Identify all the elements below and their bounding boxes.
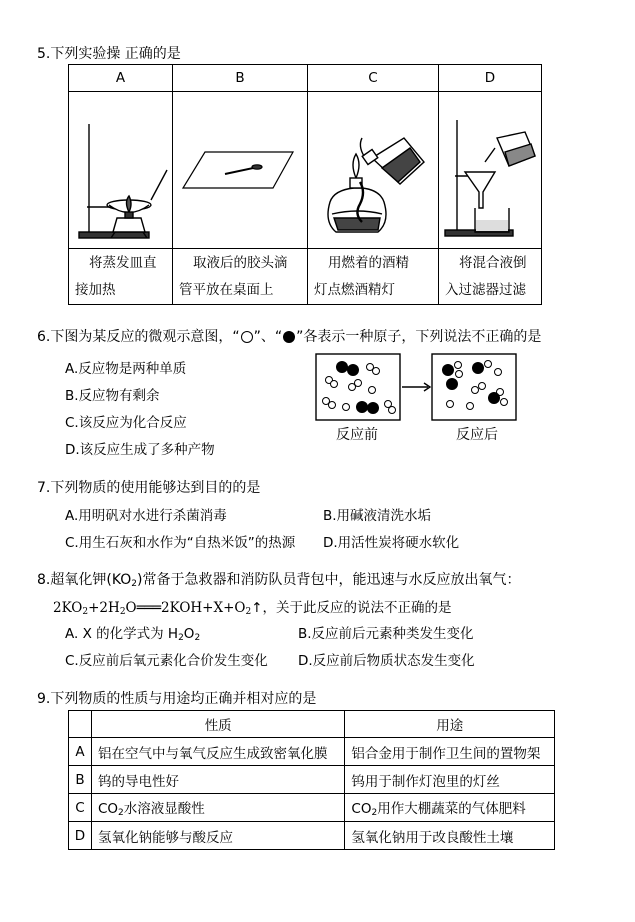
before-label: 反应前 (336, 427, 378, 443)
q9-header-use: 用途 (345, 711, 555, 738)
dropper-on-table-illustration (173, 92, 307, 244)
after-molecules (442, 361, 508, 410)
table-row (69, 794, 555, 822)
q9-row-key: A (69, 738, 92, 766)
before-molecules (323, 361, 396, 414)
q7-option-c: C.用生石灰和水作为“自热米饭”的热源 (65, 535, 296, 551)
q7-option-b: B.用碱液清洗水垢 (323, 508, 432, 524)
q7-option-d: D.用活性炭将硬水软化 (323, 535, 460, 551)
q5-image-d-cell (439, 92, 542, 249)
q6-option-a: A.反应物是两种单质 (65, 361, 187, 377)
q5-header-b: B (173, 65, 308, 92)
q9-table (68, 710, 555, 850)
q9-row-prop: 钨的导电性好 (91, 766, 344, 794)
q5-image-c-cell (308, 92, 439, 249)
white-atom-icon (241, 331, 253, 343)
q9-row-prop: 铝在空气中与氧气反应生成致密氧化膜 (91, 738, 344, 766)
q8-option-c: C.反应前后氧元素化合价发生变化 (65, 653, 268, 669)
q9-row-key: C (69, 794, 92, 822)
table-row (69, 711, 555, 738)
q7-title: 7.下列物质的使用能够达到目的的是 (37, 480, 261, 496)
q8-equation: $2KO_2+2H_2O═══2KOH+X+O_2↑$，关于此反应的说法不正确的是 (53, 600, 452, 617)
table-row (69, 738, 555, 766)
q6-option-d: D.该反应生成了多种产物 (65, 442, 215, 458)
q7-option-a: A.用明矾对水进行杀菌消毒 (65, 508, 227, 524)
q6-title: 6.下图为某反应的微观示意图，“ ”、“ ”各表示一种原子，下列说法不正确的是 (37, 329, 542, 345)
q9-row-use: $CO_2$用作大棚蔬菜的气体肥料 (345, 794, 555, 822)
q8-option-b: B.反应前后元素种类发生变化 (298, 626, 474, 642)
q8-option-a: A. X 的化学式为 $H_2O_2$ (65, 626, 201, 643)
q5-header-c: C (308, 65, 439, 92)
q5-header-a: A (69, 65, 173, 92)
q8-option-d: D.反应前后物质状态发生变化 (298, 653, 475, 669)
q9-row-use: 钨用于制作灯泡里的灯丝 (345, 766, 555, 794)
q6-option-c: C.该反应为化合反应 (65, 415, 187, 431)
q5-caption-d: 将混合液倒 入过滤器过滤 (439, 249, 542, 305)
q5-image-a-cell (69, 92, 173, 249)
q5-caption-a: 将蒸发皿直 接加热 (69, 249, 173, 305)
q9-row-key: B (69, 766, 92, 794)
q9-header-prop: 性质 (91, 711, 344, 738)
alcohol-lamp-lighting-illustration (308, 92, 438, 244)
reaction-diagram (312, 350, 532, 424)
q9-row-use: 铝合金用于制作卫生间的置物架 (345, 738, 555, 766)
q9-title: 9.下列物质的性质与用途均正确并相对应的是 (37, 691, 317, 707)
q8-title: 8.超氧化钾$(KO_2)$常备于急救器和消防队员背包中，能迅速与水反应放出氧气： (37, 572, 521, 589)
q5-header-d: D (439, 65, 542, 92)
evaporating-dish-apparatus-illustration (69, 92, 172, 244)
q5-image-b-cell (173, 92, 308, 249)
q9-row-key: D (69, 822, 92, 850)
q9-row-use: 氢氧化钠用于改良酸性土壤 (345, 822, 555, 850)
black-atom-icon (283, 331, 295, 343)
q6-option-b: B.反应物有剩余 (65, 388, 160, 404)
after-label: 反应后 (456, 427, 498, 443)
filtration-apparatus-illustration (439, 92, 541, 244)
q5-table (68, 64, 542, 305)
q9-row-prop: 氢氧化钠能够与酸反应 (91, 822, 344, 850)
table-row (69, 822, 555, 850)
q5-title: 5.下列实验操 正确的是 (37, 46, 181, 62)
table-row (69, 766, 555, 794)
q9-row-prop: $CO_2$水溶液显酸性 (91, 794, 344, 822)
q5-caption-b: 取液后的胶头滴 管平放在桌面上 (173, 249, 308, 305)
q5-caption-c: 用燃着的酒精 灯点燃酒精灯 (308, 249, 439, 305)
